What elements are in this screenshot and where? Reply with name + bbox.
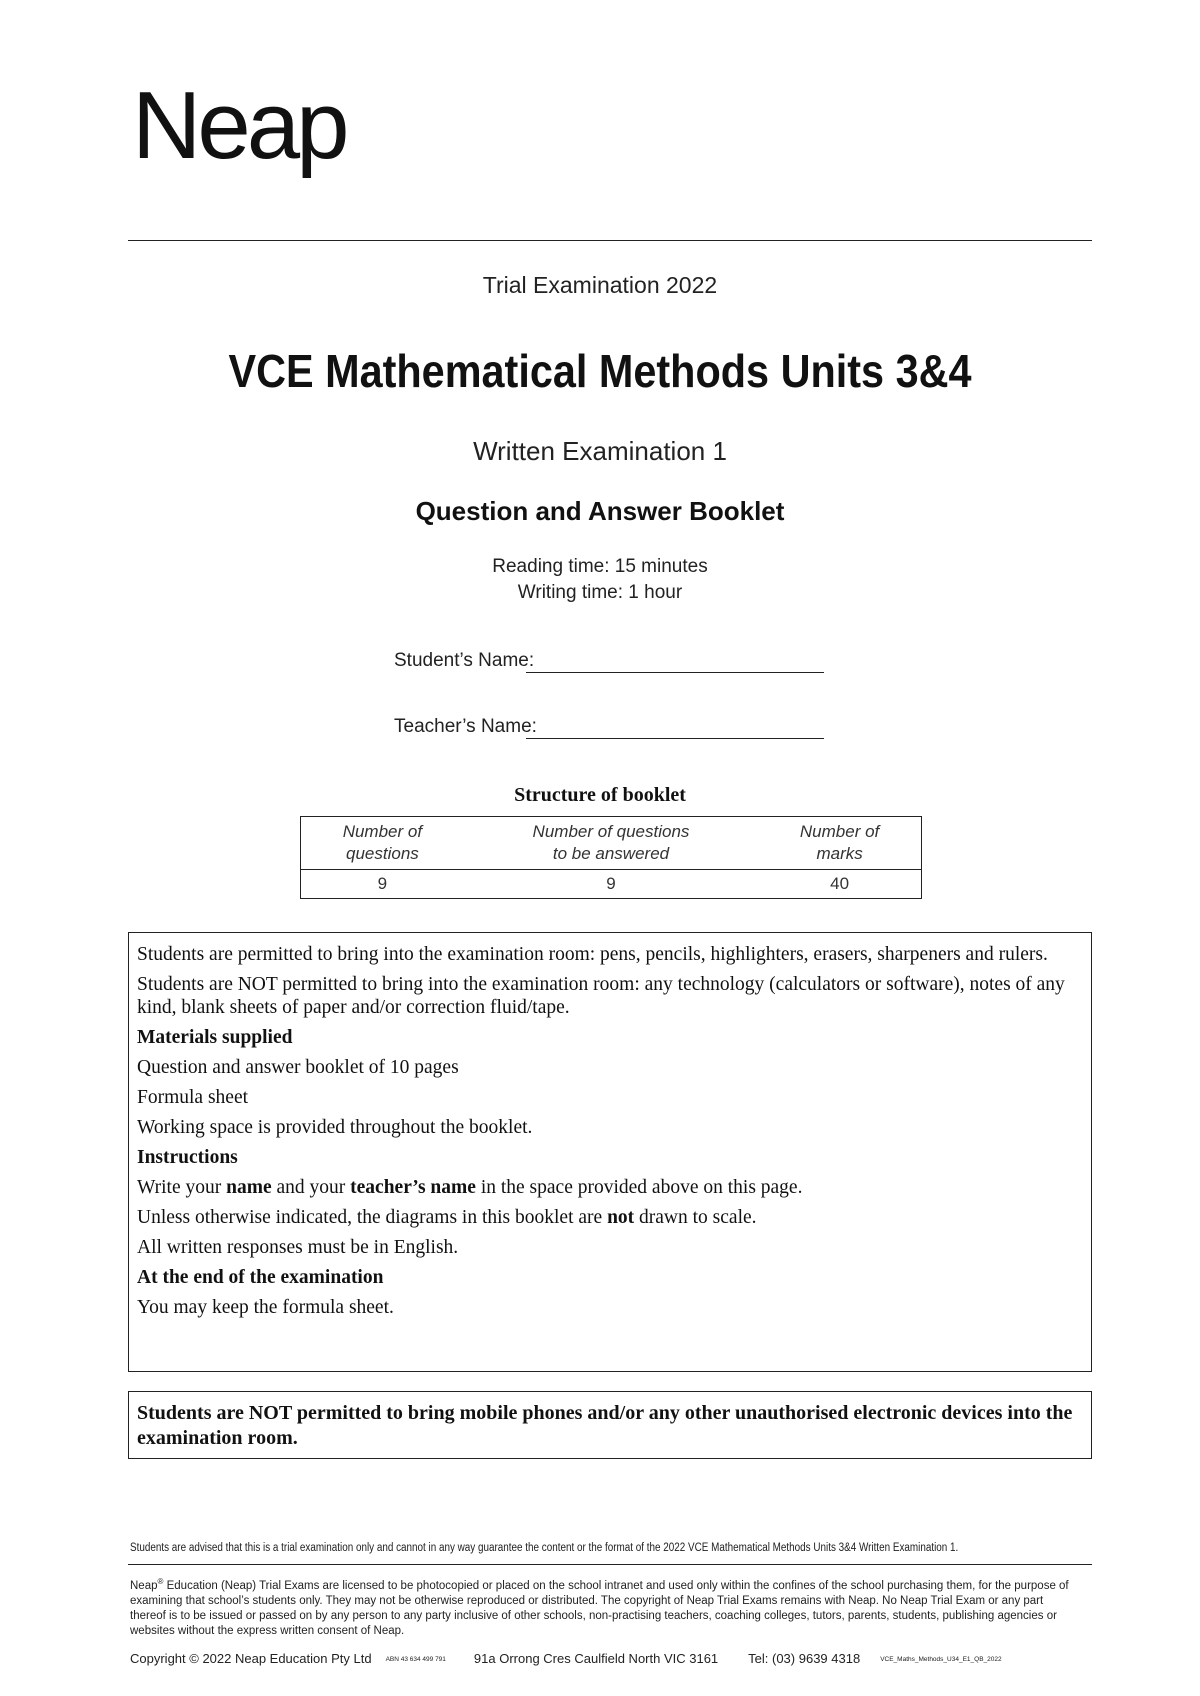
reading-time: Reading time: 15 minutes — [492, 556, 708, 577]
material-item: Working space is provided throughout the booklet. — [137, 1117, 533, 1138]
exam-title: VCE Mathematical Methods Units 3&4 — [228, 345, 972, 397]
trial-heading: Trial Examination 2022 — [482, 272, 718, 298]
end-heading: At the end of the examination — [137, 1267, 384, 1288]
end-text: You may keep the formula sheet. — [137, 1297, 394, 1318]
structure-header-row — [301, 817, 922, 870]
not-permitted-items: Students are NOT permitted to bring into the examination room: any technology (calculators or software), notes of any kind, blank sheets of paper and/or correction fluid/tape. — [137, 974, 1065, 1018]
booklet-type: Question and Answer Booklet — [415, 496, 785, 526]
student-name-label: Student’s Name: — [394, 650, 535, 671]
telephone: Tel: (03) 9639 4318 — [748, 1651, 861, 1666]
value-num-questions: 9 — [301, 870, 464, 899]
value-num-answered: 9 — [464, 870, 758, 899]
teacher-name-field[interactable] — [394, 716, 537, 738]
instructions-box — [128, 932, 1092, 1372]
address: 91a Orrong Cres Caulfield North VIC 3161 — [473, 1651, 719, 1666]
header-divider — [128, 240, 1092, 241]
licence-text: Neap® Education (Neap) Trial Exams are licensed to be photocopied or placed on the school intranet and used only within the confines of the school purchasing them, for the purpose of examining that school’s students only. They may not be otherwise reproduced or distributed. The copyright of Neap Trial Exams remains with Neap. No Neap Trial Exam or any part thereof is to be issued or passed on by any person to any party inclusive of other schools, non-practising teachers, coaching colleges, tutors, parents, students, publishing agencies or websites without the express written consent of Neap. — [130, 1577, 1069, 1637]
structure-value-row — [301, 870, 922, 899]
student-name-field[interactable] — [394, 650, 534, 672]
footer-divider — [128, 1564, 1092, 1565]
copyright: Copyright © 2022 Neap Education Pty Ltd — [130, 1651, 372, 1666]
value-num-marks: 40 — [758, 870, 921, 899]
instructions-heading: Instructions — [137, 1147, 238, 1168]
material-item: Question and answer booklet of 10 pages — [137, 1057, 459, 1078]
writing-time: Writing time: 1 hour — [517, 582, 683, 603]
teacher-name-label: Teacher’s Name: — [394, 716, 537, 737]
header-num-answered: Number of questions to be answered — [464, 817, 758, 870]
exam-subtitle: Written Examination 1 — [473, 436, 727, 466]
instruction-item: Unless otherwise indicated, the diagrams in this booklet are not drawn to scale. — [137, 1207, 757, 1228]
abn-number: ABN 43 634 499 791 — [385, 1656, 446, 1664]
materials-heading: Materials supplied — [137, 1027, 293, 1048]
header-num-questions: Number of questions — [301, 817, 464, 870]
student-name-line[interactable] — [526, 672, 824, 673]
structure-table — [300, 816, 922, 899]
trial-advice: Students are advised that this is a trial examination only and cannot in any way guarantee the content or the format of the 2022 VCE Mathematical Methods Units 3&4 Written Examination 1. — [130, 1542, 959, 1554]
teacher-name-line[interactable] — [526, 738, 824, 739]
header-num-marks: Number of marks — [758, 817, 921, 870]
neap-logo: Neap — [132, 72, 346, 179]
permitted-items: Students are permitted to bring into the examination room: pens, pencils, highlighters, erasers, sharpeners and rulers. — [137, 944, 1048, 965]
document-code: VCE_Maths_Methods_U34_E1_QB_2022 — [880, 1656, 1002, 1664]
material-item: Formula sheet — [137, 1087, 249, 1108]
instruction-item: All written responses must be in English. — [137, 1237, 459, 1258]
structure-title: Structure of booklet — [514, 784, 686, 806]
phone-warning-box: Students are NOT permitted to bring mobile phones and/or any other unauthorised electronic devices into the examination room. — [128, 1391, 1092, 1459]
instruction-item: Write your name and your teacher’s name in the space provided above on this page. — [137, 1177, 803, 1198]
footer-contact — [130, 1651, 1002, 1666]
